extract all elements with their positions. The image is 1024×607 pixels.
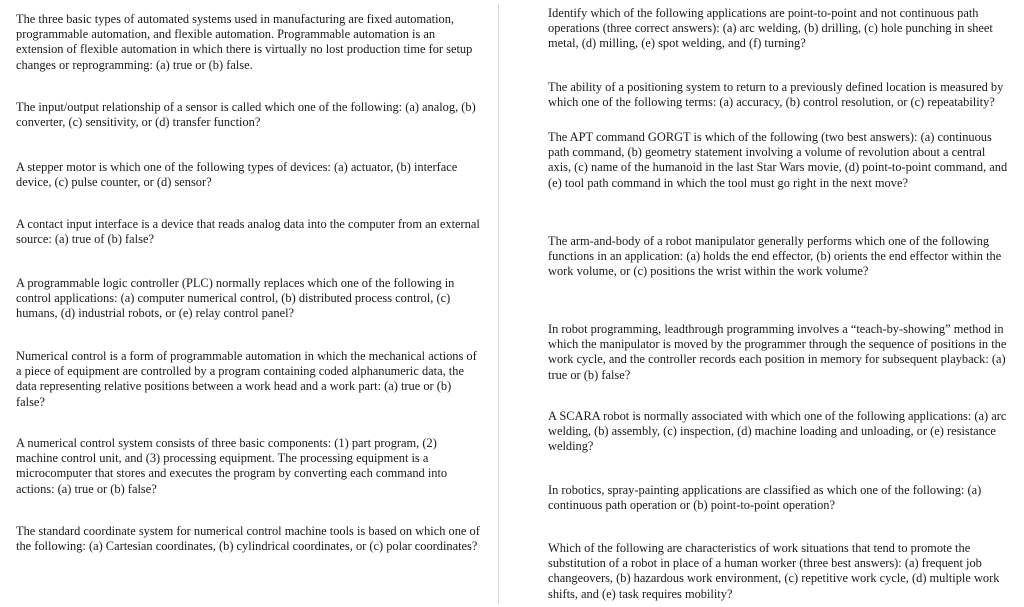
question-numerical-control: Numerical control is a form of programmable automation in which the mechanical actions of a piece of equipment are controlled by a program containing coded alphanumeric data, the data representing relative positions between a work head and a work part: (a) true or (b) false? (16, 349, 477, 409)
right-question-column (499, 0, 1024, 607)
question-robot-substitution: Which of the following are characteristics of work situations that tend to promote the substitution of a robot in place of a human worker (three best answers): (a) frequent job changeovers, (b) hazardous work environment, (c) repetitive work cycle, (d) multiple work shifts, and (e) task requires mobility? (548, 541, 1000, 601)
question-nc-components: A numerical control system consists of three basic components: (1) part program, (2) machine control unit, and (3) processing equipment. The processing equipment is a microcomputer that stores and executes the program by converting each command into actions: (a) true or (b) false? (16, 436, 448, 496)
question-plc: A programmable logic controller (PLC) normally replaces which one of the following in control applications: (a) computer numerical control, (b) distributed process control, (c) humans, (d) industrial robots, or (e) relay control panel? (16, 276, 455, 321)
question-stepper-motor: A stepper motor is which one of the following types of devices: (a) actuator, (b) interface device, (c) pulse counter, or (d) sensor? (16, 160, 458, 190)
question-coordinate-system: The standard coordinate system for numerical control machine tools is based on which one of the following: (a) Cartesian coordinates, (b) cylindrical coordinates, or (c) polar coordinates? (16, 524, 480, 554)
question-apt-gorgt: The APT command GORGT is which of the following (two best answers): (a) continuous path command, (b) geometry statement involving a volume of revolution about a central axis, (c) name of the humanoid in the last Star Wars movie, (d) point-to-point command, and (e) tool path command in which the tool must go right in the next move? (548, 130, 1008, 190)
question-scara-robot: A SCARA robot is normally associated with which one of the following applications: (a) arc welding, (b) assembly, (c) inspection, (d) machine loading and unloading, or (e) resistance welding? (548, 409, 1007, 454)
question-leadthrough-programming: In robot programming, leadthrough programming involves a “teach-by-showing” method in which the manipulator is moved by the programmer through the sequence of positions in the work cycle, and the controller records each position in memory for subsequent playback: (a) true or (b) false? (548, 322, 1007, 382)
left-question-column (0, 0, 498, 607)
question-point-to-point: Identify which of the following applications are point-to-point and not continuous path operations (three correct answers): (a) arc welding, (b) drilling, (c) hole punching in sheet metal, (d) milling, (e) spot welding, and (f) turning? (548, 6, 993, 51)
question-spray-painting: In robotics, spray-painting applications are classified as which one of the following: (a) continuous path operation or (b) point-to-point operation? (548, 483, 982, 513)
question-sensor-relationship: The input/output relationship of a sensor is called which one of the following: (a) analog, (b) converter, (c) sensitivity, or (d) transfer function? (16, 100, 476, 130)
question-automation-types: The three basic types of automated systems used in manufacturing are fixed automation, programmable automation, and flexible automation. Programmable automation is an extension of flexible automation in which there is virtually no lost production time for setup changes or reprogramming: (a) true or (b) false. (16, 12, 473, 72)
question-positioning-ability: The ability of a positioning system to return to a previously defined location is measured by which one of the following terms: (a) accuracy, (b) control resolution, or (c) repeatability? (548, 80, 1004, 110)
question-arm-and-body: The arm-and-body of a robot manipulator generally performs which one of the following functions in an application: (a) holds the end effector, (b) orients the end effector within the work volume, or (c) positions the wrist within the work volume? (548, 234, 1002, 279)
question-contact-input: A contact input interface is a device that reads analog data into the computer from an external source: (a) true of (b) false? (16, 217, 480, 247)
